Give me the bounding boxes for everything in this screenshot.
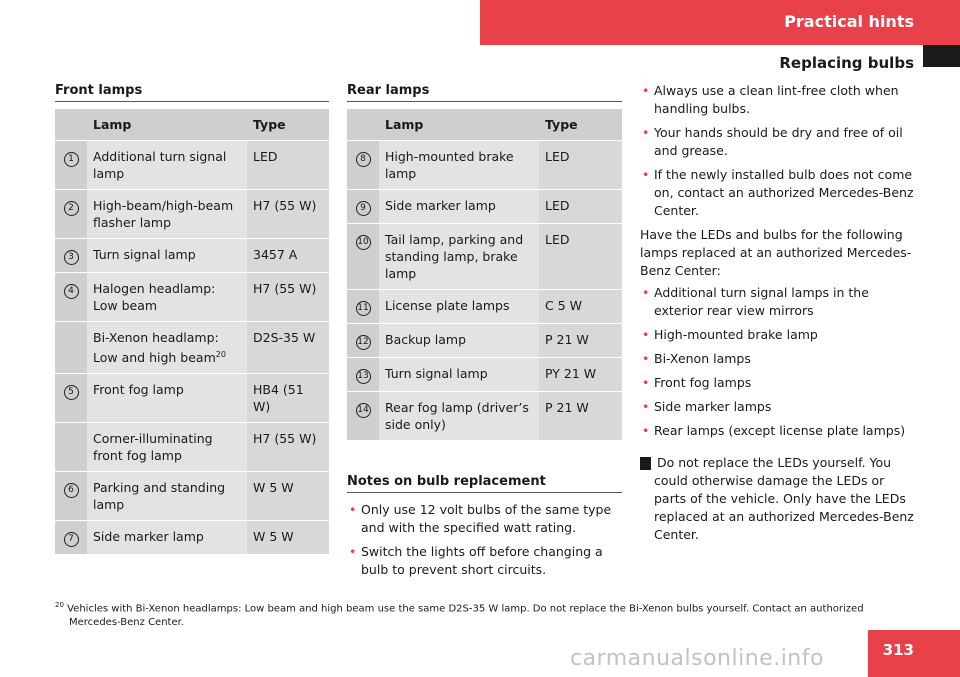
type-cell: D2S-35 W	[247, 321, 329, 373]
header-band	[480, 0, 960, 45]
front-lamps-table	[55, 109, 329, 555]
type-cell: LED	[539, 140, 622, 189]
type-cell: PY 21 W	[539, 357, 622, 391]
row-number	[347, 357, 379, 391]
row-number	[55, 321, 87, 373]
callout-number-icon: 6	[64, 483, 79, 498]
warning-icon: !	[640, 457, 651, 470]
type-cell: H7 (55 W)	[247, 422, 329, 471]
table-row	[55, 189, 329, 238]
front-lamps-title: Front lamps	[55, 83, 143, 98]
rear-lamps-title: Rear lamps	[347, 83, 430, 98]
list-item: • Always use a clean lint-free cloth when handling bulbs.	[642, 83, 899, 116]
type-cell: W 5 W	[247, 520, 329, 554]
rear-rule	[347, 101, 622, 102]
front-col-lamp: Lamp	[87, 109, 247, 140]
corner-block	[923, 45, 960, 67]
callout-number-icon: 10	[356, 235, 371, 250]
row-number	[55, 422, 87, 471]
table-row	[55, 140, 329, 189]
type-cell: C 5 W	[539, 289, 622, 323]
table-row	[347, 289, 622, 323]
warning-note: ! Do not replace the LEDs yourself. You could otherwise damage the LEDs or parts of the vehicle. Only have the LEDs replaced at an authorized Mercedes-Benz Center.	[636, 455, 914, 542]
row-number	[347, 323, 379, 357]
paragraph: Have the LEDs and bulbs for the following lamps replaced at an authorized Mercedes-Benz Center:	[640, 227, 912, 278]
footnote: $^{20}$ Vehicles with Bi-Xenon headlamps: Low beam and high beam use the same D2S-35 W lamp. Do not replace the Bi-Xenon bulbs yourself. Contact an authorized Mercedes-Benz Center.	[55, 601, 864, 629]
table-row	[55, 321, 329, 373]
type-cell: P 21 W	[539, 391, 622, 440]
row-number	[55, 238, 87, 272]
row-number	[347, 223, 379, 289]
lamp-cell: Bi-Xenon headlamp: Low and high beam$^{20}$	[87, 321, 247, 373]
list-item: • Your hands should be dry and free of oil and grease.	[642, 125, 903, 158]
lamp-cell: High-mounted brake lamp	[379, 140, 539, 189]
front-rule	[55, 101, 329, 102]
lamp-cell: License plate lamps	[379, 289, 539, 323]
table-row	[347, 391, 622, 440]
notes-title: Notes on bulb replacement	[347, 474, 546, 489]
lamp-cell: Side marker lamp	[87, 520, 247, 554]
callout-number-icon: 12	[356, 335, 371, 350]
callout-number-icon: 1	[64, 152, 79, 167]
notes-rule	[347, 492, 622, 493]
type-cell: LED	[247, 140, 329, 189]
list-item: • High-mounted brake lamp	[642, 327, 818, 342]
table-row	[55, 373, 329, 422]
lamp-cell: Rear fog lamp (driver’s side only)	[379, 391, 539, 440]
callout-number-icon: 8	[356, 152, 371, 167]
type-cell: HB4 (51 W)	[247, 373, 329, 422]
footnote-ref: 20	[215, 349, 226, 359]
row-number	[55, 272, 87, 321]
lamp-cell: Corner-illuminating front fog lamp	[87, 422, 247, 471]
row-number	[55, 471, 87, 520]
callout-number-icon: 5	[64, 385, 79, 400]
row-number	[55, 189, 87, 238]
callout-number-icon: 11	[356, 301, 371, 316]
list-item: • Only use 12 volt bulbs of the same type and with the specified watt rating.	[349, 502, 612, 535]
lamp-cell: Backup lamp	[379, 323, 539, 357]
row-number	[55, 373, 87, 422]
row-number	[347, 140, 379, 189]
rear-col-type: Type	[539, 109, 622, 140]
lamp-cell: Turn signal lamp	[379, 357, 539, 391]
row-number	[347, 391, 379, 440]
section-title: Practical hints	[784, 12, 914, 31]
lamp-cell: Parking and standing lamp	[87, 471, 247, 520]
table-row	[347, 323, 622, 357]
row-number	[55, 520, 87, 554]
row-number	[347, 189, 379, 223]
rear-col-lamp: Lamp	[379, 109, 539, 140]
list-item: • Rear lamps (except license plate lamps)	[642, 423, 906, 438]
callout-number-icon: 4	[64, 284, 79, 299]
table-row	[347, 189, 622, 223]
type-cell: W 5 W	[247, 471, 329, 520]
callout-number-icon: 7	[64, 532, 79, 547]
callout-number-icon: 9	[356, 201, 371, 216]
type-cell: 3457 A	[247, 238, 329, 272]
watermark: carmanualsonline.info	[570, 646, 824, 671]
type-cell: H7 (55 W)	[247, 189, 329, 238]
list-item: • Switch the lights off before changing a bulb to prevent short circuits.	[349, 544, 603, 577]
table-row	[55, 422, 329, 471]
list-item: • Additional turn signal lamps in the exterior rear view mirrors	[642, 285, 869, 318]
right-column	[636, 82, 918, 548]
callout-number-icon: 13	[356, 369, 371, 384]
lamp-cell: High-beam/high-beam flasher lamp	[87, 189, 247, 238]
type-cell: H7 (55 W)	[247, 272, 329, 321]
notes-list	[347, 501, 625, 585]
lamp-cell: Additional turn signal lamp	[87, 140, 247, 189]
lamp-cell: Front fog lamp	[87, 373, 247, 422]
lamp-cell: Turn signal lamp	[87, 238, 247, 272]
lamp-cell: Tail lamp, parking and standing lamp, brake lamp	[379, 223, 539, 289]
list-item: • Side marker lamps	[642, 399, 772, 414]
table-row	[55, 272, 329, 321]
callout-number-icon: 3	[64, 250, 79, 265]
type-cell: P 21 W	[539, 323, 622, 357]
type-cell: LED	[539, 189, 622, 223]
callout-number-icon: 14	[356, 403, 371, 418]
type-cell: LED	[539, 223, 622, 289]
row-number	[347, 289, 379, 323]
lamp-cell: Side marker lamp	[379, 189, 539, 223]
callout-number-icon: 2	[64, 201, 79, 216]
subsection-title: Replacing bulbs	[779, 54, 914, 72]
table-row	[347, 223, 622, 289]
table-row	[347, 140, 622, 189]
rear-lamps-table	[347, 109, 622, 441]
table-row	[55, 238, 329, 272]
list-item: • Front fog lamps	[642, 375, 752, 390]
table-row	[55, 471, 329, 520]
list-item: • Bi-Xenon lamps	[642, 351, 751, 366]
lamp-cell: Halogen headlamp: Low beam	[87, 272, 247, 321]
list-item: • If the newly installed bulb does not come on, contact an authorized Mercedes-Benz Center.	[642, 167, 914, 218]
table-row	[55, 520, 329, 554]
row-number	[55, 140, 87, 189]
table-row	[347, 357, 622, 391]
front-col-type: Type	[247, 109, 329, 140]
page-number: 313	[868, 630, 960, 677]
